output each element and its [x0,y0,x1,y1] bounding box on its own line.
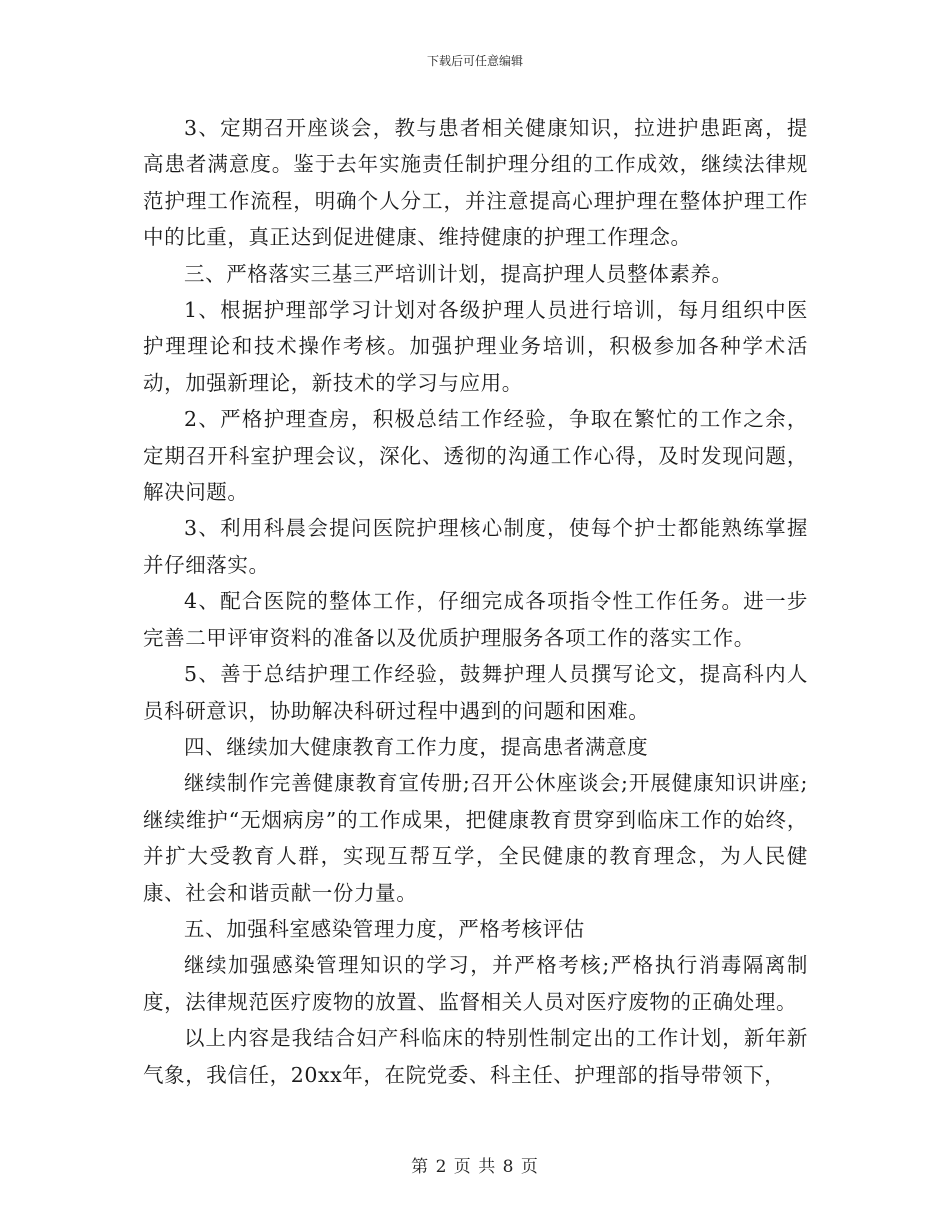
paragraph-item-3-core-system: 3、利用科晨会提问医院护理核心制度，使每个护士都能熟练掌握并仔细落实。 [143,516,808,577]
page-number-footer: 第 2 页 共 8 页 [411,1157,539,1177]
page-header-note: 下载后可任意编辑 [426,54,523,68]
paragraph-conclusion: 以上内容是我结合妇产科临床的特别性制定出的工作计划，新年新气象，我信任，20xx年，在院党委、科主任、护理部的指导带领下， [143,1026,808,1087]
paragraph-infection-control: 继续加强感染管理知识的学习，并严格考核;严格执行消毒隔离制度，法律规范医疗废物的放置、监督相关人员对医疗废物的正确处理。 [143,953,808,1014]
paragraph-health-education: 继续制作完善健康教育宣传册;召开公休座谈会;开展健康知识讲座;继续维护“无烟病房”的工作成果，把健康教育贯穿到临床工作的始终，并扩大受教育人群，实现互帮互学，全民健康的教育理念，为人民健康、社会和谐贡献一份力量。 [143,771,808,905]
paragraph-item-2-ward-rounds: 2、严格护理查房，积极总结工作经验，争取在繁忙的工作之余，定期召开科室护理会议，深化、透彻的沟通工作心得，及时发现问题，解决问题。 [143,407,808,505]
paragraph-item-1-training-plan: 1、根据护理部学习计划对各级护理人员进行培训，每月组织中医护理理论和技术操作考核。加强护理业务培训，积极参加各种学术活动，加强新理论，新技术的学习与应用。 [143,298,808,395]
document-body [143,110,808,1093]
section-heading-infection-control: 五、加强科室感染管理力度，严格考核评估 [184,916,585,941]
section-heading-health-education: 四、继续加大健康教育工作力度，提高患者满意度 [184,734,649,759]
paragraph-item-3-consultation: 3、定期召开座谈会，教与患者相关健康知识，拉进护患距离，提高患者满意度。鉴于去年实施责任制护理分组的工作成效，继续法律规范护理工作流程，明确个人分工，并注意提高心理护理在整体护理工作中的比重，真正达到促进健康、维持健康的护理工作理念。 [143,116,808,250]
paragraph-item-5-research: 5、善于总结护理工作经验，鼓舞护理人员撰写论文，提高科内人员科研意识，协助解决科研过程中遇到的问题和困难。 [143,662,808,723]
section-heading-training: 三、严格落实三基三严培训计划，提高护理人员整体素养。 [184,261,733,286]
paragraph-item-4-hospital-work: 4、配合医院的整体工作，仔细完成各项指令性工作任务。进一步完善二甲评审资料的准备以及优质护理服务各项工作的落实工作。 [143,589,808,650]
